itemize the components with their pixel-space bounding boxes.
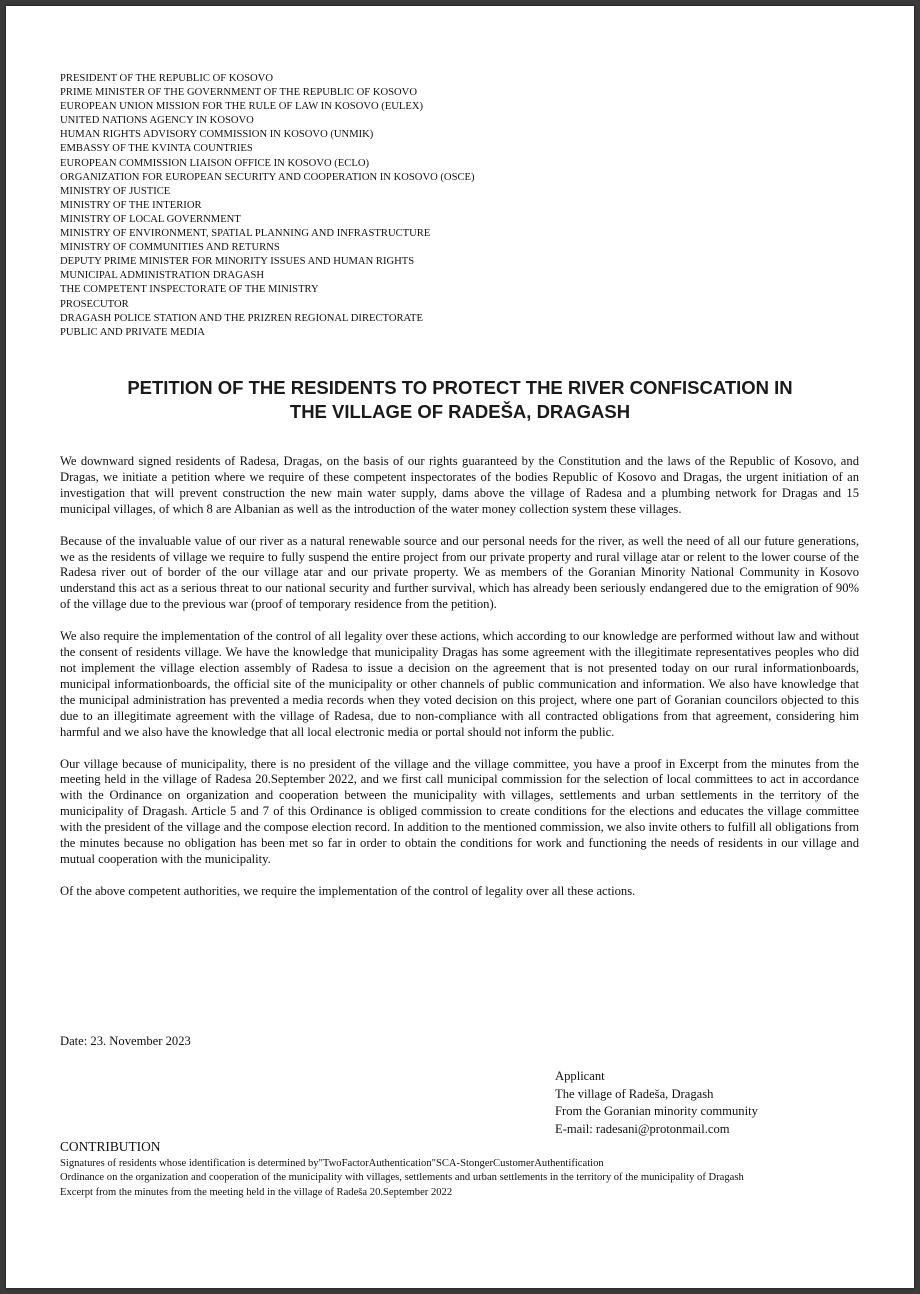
body-paragraph: We downward signed residents of Radesa, Dragas, on the basis of our rights guaranteed by the Constitution and the laws of the Republic of Kosovo, and Dragas, we initiate a petition where we require of these competent inspectorates of the bodies Republic of Kosovo and Dragas, the urgent initiation of an investigation that will prevent construction the new main water supply, dams above the village of Radesa and a plumbing network for Dragas and 15 municipal villages, of which 8 are Albanian as well as the introduction of the water money collection system these villages. (60, 454, 859, 516)
contribution-item: Ordinance on the organization and cooperation of the municipality with villages, settlements and urban settlements in the territory of the municipality of Dragash (60, 1172, 744, 1184)
petition-date: Date: 23. November 2023 (60, 1034, 191, 1048)
applicant-email: E-mail: radesani@protonmail.com (555, 1121, 730, 1136)
recipient-item: HUMAN RIGHTS ADVISORY COMMISSION IN KOSOVO (UNMIK) (60, 129, 374, 141)
recipient-item: MUNICIPAL ADMINISTRATION DRAGASH (60, 270, 265, 282)
recipient-item: EUROPEAN COMMISSION LIAISON OFFICE IN KOSOVO (ECLO) (60, 157, 369, 169)
recipient-item: PRESIDENT OF THE REPUBLIC OF KOSOVO (60, 73, 273, 84)
recipient-item: PUBLIC AND PRIVATE MEDIA (60, 326, 205, 338)
recipient-item: MINISTRY OF JUSTICE (60, 185, 171, 197)
document-page (6, 6, 914, 1288)
petition-title (46, 376, 874, 424)
applicant-block (555, 1068, 855, 1138)
body-paragraph: We also require the implementation of the control of all legality over these actions, which according to our knowledge are performed without law and without the consent of residents village. We have the knowledge that municipality Dragas has some agreement with the illegitimate representatives peoples who did not implement the village election assembly of Radesa to issue a decision on the agreement that is not presented today on our rural informationboards, municipal informationboards, the official site of the municipality or other channels of public communication and information. We also have knowledge that the municipal administration has prevented a media records when they voted decision on this project, where one part of Goranian councilors objected to this due to an illegitimate agreement with the village of Radesa, due to non-compliance with all contracted obligations from that agreement, considering him harmful and we also have the knowledge that all local electronic media or portal should not inform the public. (60, 629, 859, 739)
recipient-item: THE COMPETENT INSPECTORATE OF THE MINISTRY (60, 284, 319, 296)
petition-body (60, 454, 859, 916)
body-paragraph: Because of the invaluable value of our river as a natural renewable source and our personal needs for the river, as well the need of all our future generations, we as the residents of village we require to fully suspend the entire project from our private property and rural village atar or relent to the lower course of the Radesa river out of border of the our village atar and our private property. We as members of the Goranian Minority National Community in Kosovo understand this act as a serious threat to our national security and further survival, which has already been seriously endangered due to the emigration of 90% of the village due to the previous war (proof of temporary residence from the petition). (60, 533, 859, 612)
title-line-1: PETITION OF THE RESIDENTS TO PROTECT THE RIVER CONFISCATION IN (127, 377, 793, 398)
applicant-village: The village of Radeša, Dragash (555, 1086, 714, 1101)
recipient-item: DRAGASH POLICE STATION AND THE PRIZREN REGIONAL DIRECTORATE (60, 312, 423, 324)
recipient-list (60, 72, 820, 340)
contribution-heading: CONTRIBUTION (60, 1139, 161, 1154)
applicant-label: Applicant (555, 1069, 605, 1083)
recipient-item: DEPUTY PRIME MINISTER FOR MINORITY ISSUES AND HUMAN RIGHTS (60, 256, 415, 268)
recipient-item: MINISTRY OF LOCAL GOVERNMENT (60, 213, 241, 225)
recipient-item: EMBASSY OF THE KVINTA COUNTRIES (60, 143, 253, 155)
recipient-item: PROSECUTOR (60, 298, 129, 310)
recipient-item: MINISTRY OF ENVIRONMENT, SPATIAL PLANNING AND INFRASTRUCTURE (60, 228, 431, 240)
body-paragraph: Of the above competent authorities, we require the implementation of the control of legality over all these actions. (60, 883, 636, 898)
recipient-item: MINISTRY OF THE INTERIOR (60, 199, 202, 211)
contribution-item: Signatures of residents whose identification is determined by"TwoFactorAuthentication"SCA-StongerCustomerAuthentification (60, 1158, 604, 1169)
contribution-list (60, 1157, 840, 1200)
applicant-community: From the Goranian minority community (555, 1104, 758, 1119)
recipient-item: EUROPEAN UNION MISSION FOR THE RULE OF LAW IN KOSOVO (EULEX) (60, 101, 424, 113)
recipient-item: MINISTRY OF COMMUNITIES AND RETURNS (60, 242, 280, 254)
contribution-item: Excerpt from the minutes from the meeting held in the village of Radeša 20.September 2022 (60, 1186, 453, 1198)
recipient-item: PRIME MINISTER OF THE GOVERNMENT OF THE REPUBLIC OF KOSOVO (60, 87, 417, 99)
title-line-2: THE VILLAGE OF RADEŠA, DRAGASH (289, 401, 631, 422)
recipient-item: UNITED NATIONS AGENCY IN KOSOVO (60, 115, 254, 127)
body-paragraph: Our village because of municipality, there is no president of the village and the village committee, you have a proof in Excerpt from the minutes from the meeting held in the village of Radesa 20.September 2022, and we first call municipal commission for the selection of local committees to act in accordance with the Ordinance on organization and cooperation between the municipality with villages, settlements and urban settlements in the territory of the municipality of Dragash. Article 5 and 7 of this Ordinance is obliged commission to create conditions for the elections and educates the village committee with the president of the village and the compose election record. In addition to the mentioned commission, we also invite others to fulfill all obligations from the minutes because no obligation has been met so far in order to obtain the conditions for work and functioning the needs of residents in our village and mutual cooperation with the municipality. (60, 756, 859, 866)
recipient-item: ORGANIZATION FOR EUROPEAN SECURITY AND COOPERATION IN KOSOVO (OSCE) (60, 171, 475, 183)
